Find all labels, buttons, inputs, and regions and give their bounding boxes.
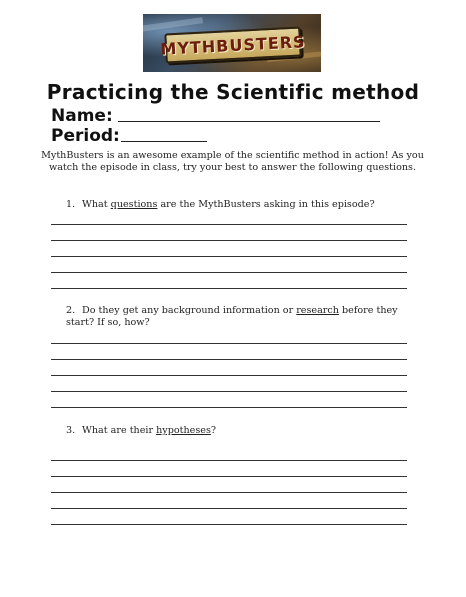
answer-line[interactable] [51,375,407,376]
question-1 [66,199,406,211]
answer-line[interactable] [51,476,407,477]
period-label: Period: [51,126,120,146]
answer-line[interactable] [51,508,407,509]
answer-line[interactable] [51,492,407,493]
question-text: before they start? If so, how? [66,305,398,328]
answer-line[interactable] [51,407,407,408]
question-keyword: questions [110,199,158,210]
answer-line[interactable] [51,272,407,273]
question-2 [66,305,406,329]
question-text: are the MythBusters asking in this episode? [157,199,375,210]
question-text: Do they get any background information or [82,305,297,316]
question-keyword: hypotheses [156,425,211,436]
banner-light-streak [143,17,203,33]
name-line[interactable] [118,121,380,122]
question-number: 1. [66,199,76,210]
question-number: 3. [66,425,76,436]
question-text: What are their [82,425,157,436]
question-text: What [82,199,111,210]
answer-line[interactable] [51,460,407,461]
logo-text: MYTHBUSTERS [159,31,307,59]
question-keyword: research [296,305,339,316]
answer-line[interactable] [51,524,407,525]
period-line[interactable] [121,141,207,142]
answer-line[interactable] [51,240,407,241]
answer-line[interactable] [51,224,407,225]
worksheet-title: Practicing the Scientific method [46,80,420,104]
question-3 [66,425,406,437]
answer-line[interactable] [51,359,407,360]
answer-line[interactable] [51,288,407,289]
answer-line[interactable] [51,256,407,257]
question-number: 2. [66,305,76,316]
answer-line[interactable] [51,391,407,392]
intro-paragraph: MythBusters is an awesome example of the scientific method in action! As you watch the episode in class, try your best to answer the following questions. [41,150,424,173]
question-text: ? [210,425,217,436]
mythbusters-banner-image [143,14,321,72]
name-label: Name: [51,106,113,126]
answer-line[interactable] [51,343,407,344]
